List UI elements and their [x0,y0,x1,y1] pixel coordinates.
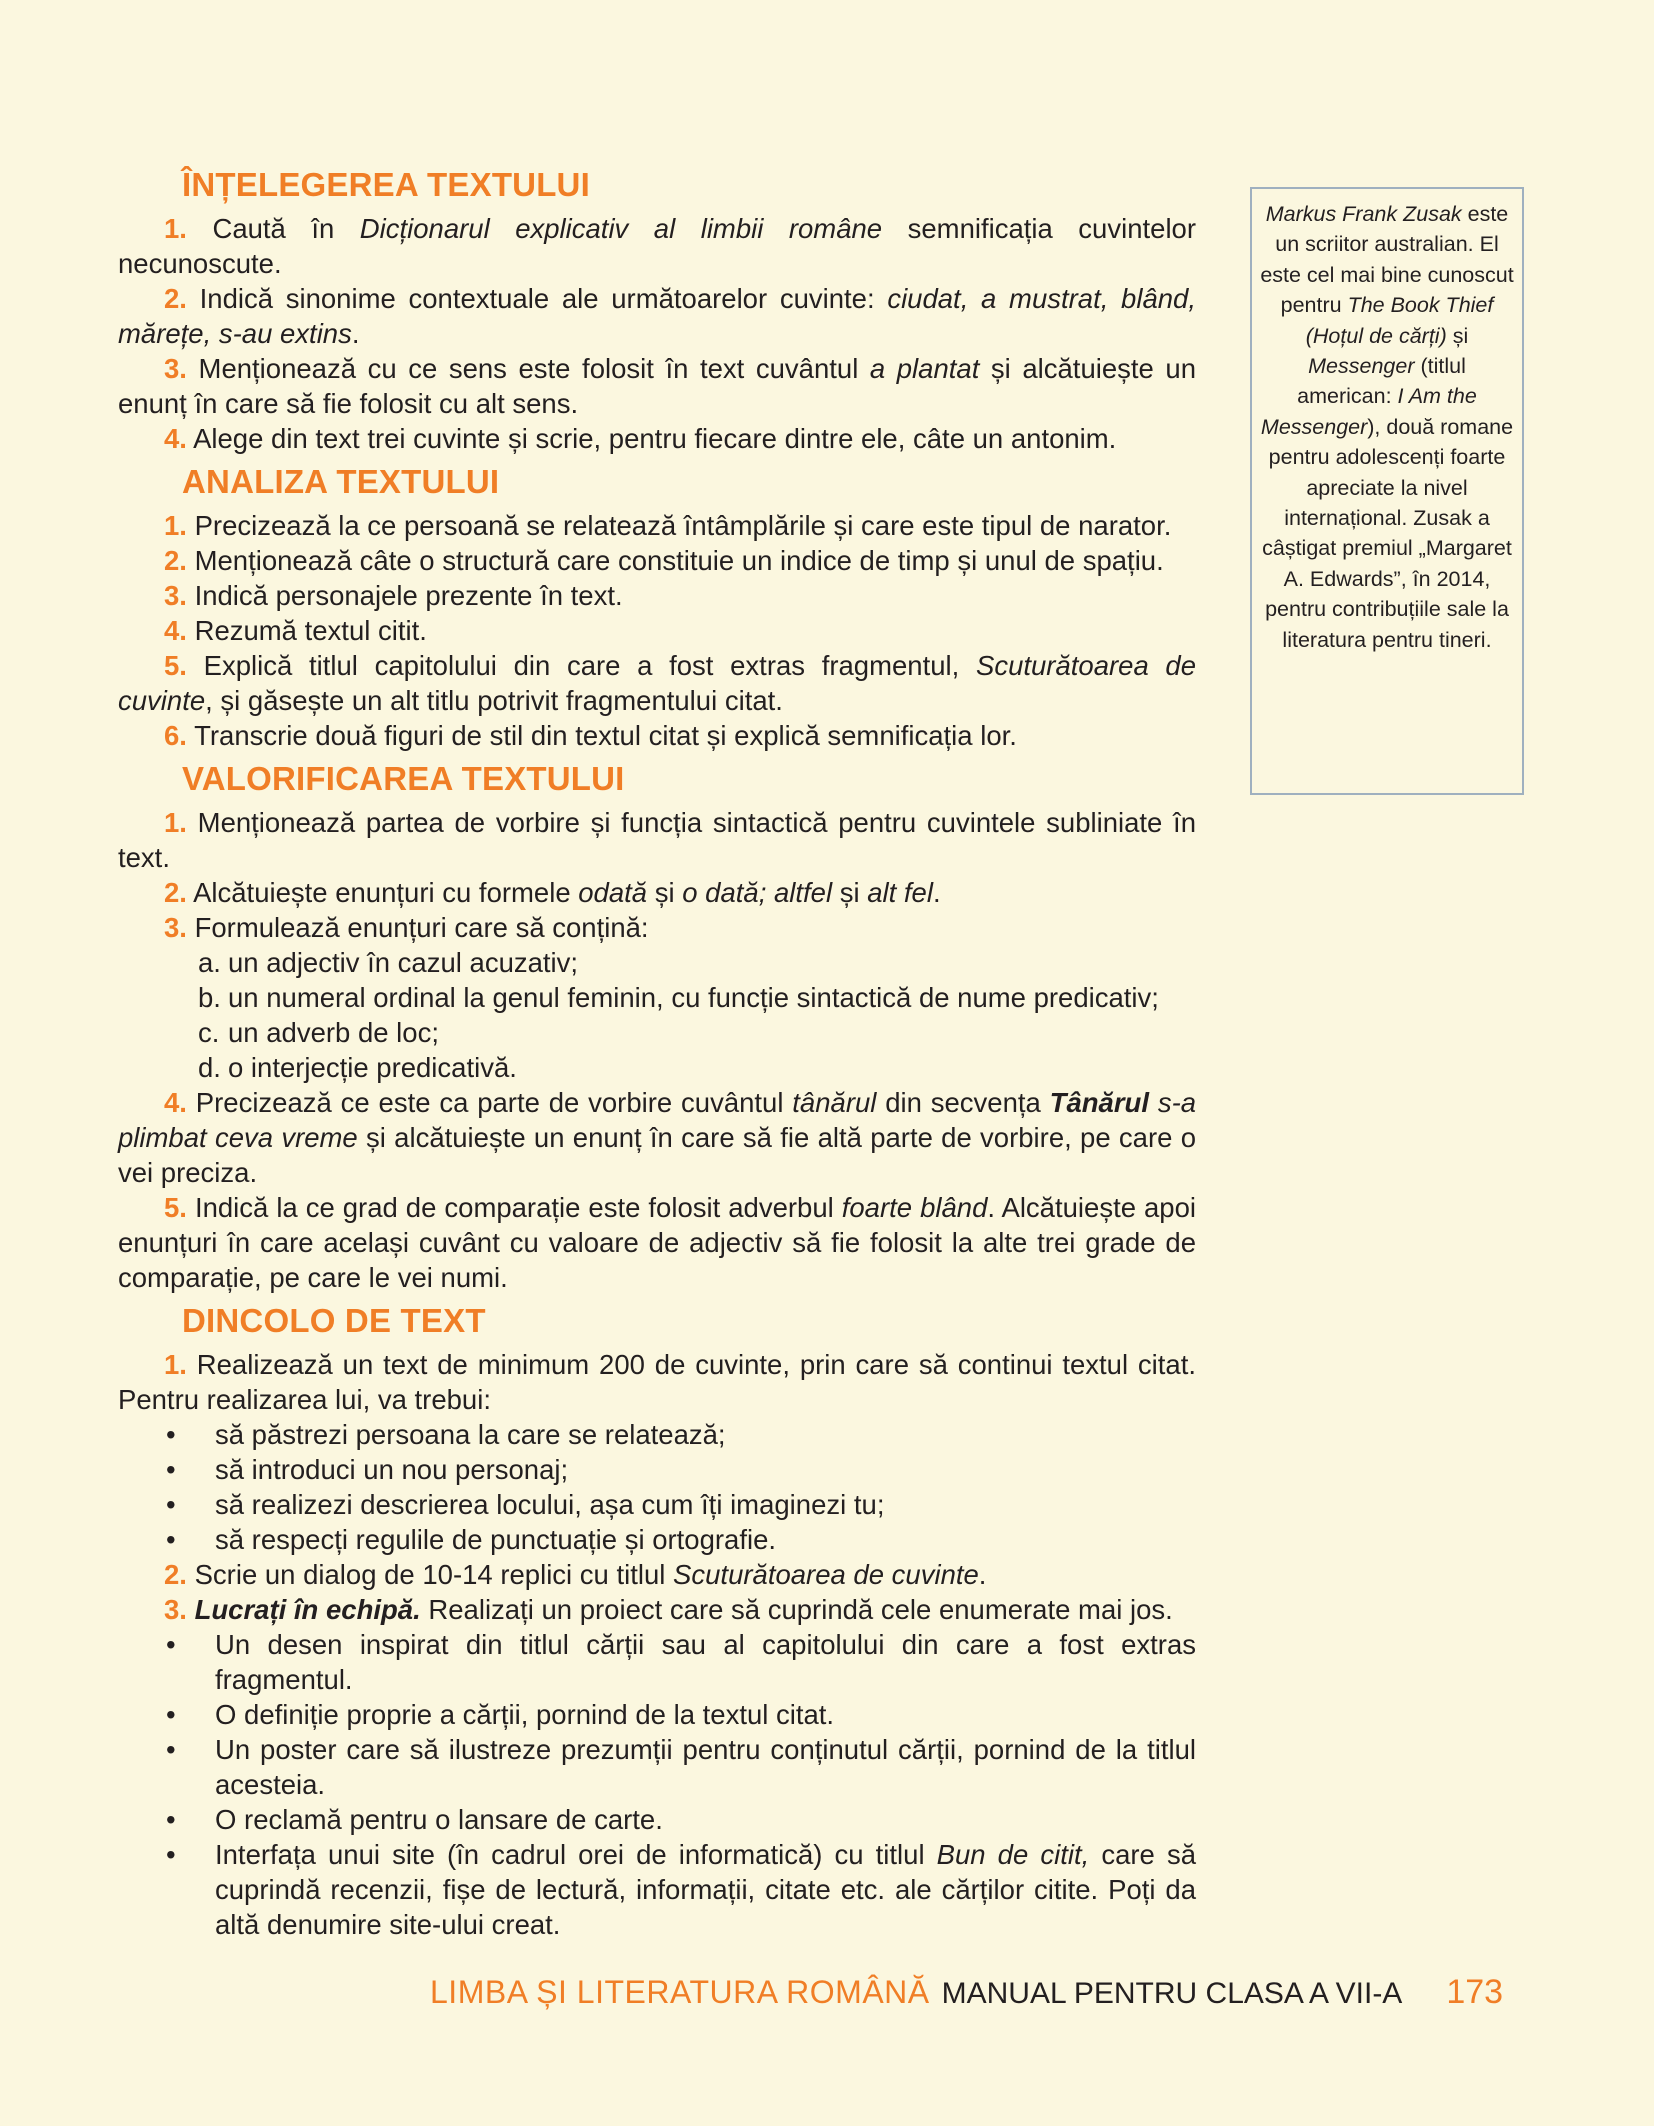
bullet-icon: • [166,1419,176,1450]
bullet-icon: • [166,1489,176,1520]
bullet-icon: • [166,1839,176,1870]
bullet-icon: • [166,1699,176,1730]
bullet-item: • Un desen inspirat din titlul cărții sau al capitolului din care a fost extras fragmentul. [166,1629,1196,1695]
list-item: 3. Menționează cu ce sens este folosit în text cuvântul a plantat și alcătuiește un enunț în care să fie folosit cu alt sens. [118,353,1196,419]
sub-item: a. un adjectiv în cazul acuzativ; [198,947,579,978]
list-item: 1. Precizează la ce persoană se relatează întâmplările și care este tipul de narator. [164,510,1172,541]
list-item: 1. Caută în Dicționarul explicativ al limbii române semnificația cuvintelor necunoscute. [118,213,1197,279]
page-number: 173 [1446,1973,1504,2011]
section-title-valorificarea: VALORIFICAREA TEXTULUI [182,760,625,797]
list-item: 2. Alcătuiește enunțuri cu formele odată și o dată; altfel și alt fel. [164,877,941,908]
bullet-icon: • [166,1454,176,1485]
sub-item: b. un numeral ordinal la genul feminin, cu funcție sintactică de nume predicativ; [198,982,1159,1013]
bullet-item: • să păstrezi persoana la care se relatează; [166,1419,726,1450]
section-title-intelegerea: ÎNȚELEGEREA TEXTULUI [182,166,590,203]
footer-manual: MANUAL PENTRU CLASA A VII-A [941,1977,1403,2010]
list-item: 2. Scrie un dialog de 10-14 replici cu titlul Scuturătoarea de cuvinte. [164,1559,987,1590]
list-item: 1. Realizează un text de minimum 200 de cuvinte, prin care să continui textul citat. Pentru realizarea lui, va trebui: [118,1349,1197,1415]
list-item: 4. Precizează ce este ca parte de vorbire cuvântul tânărul din secvența Tânărul s-a plimbat ceva vreme și alcătuiește un enunț în care să fie altă parte de vorbire, pe care o vei preciza. [118,1087,1197,1188]
bullet-icon: • [166,1734,176,1765]
sub-item: d. o interjecție predicativă. [198,1052,517,1083]
list-item: 5. Indică la ce grad de comparație este folosit adverbul foarte blând. Alcătuiește apoi enunțuri în care același cuvânt cu valoare de adjectiv să fie folosit la alte trei grade de comparație, pe care le vei numi. [118,1192,1196,1293]
bullet-item: • Interfața unui site (în cadrul orei de informatică) cu titlul Bun de citit, care să cuprindă recenzii, fișe de lectură, informații, citate etc. ale cărților citite. Poți da altă denumire site-ului creat. [166,1839,1196,1940]
bullet-item: • să realizezi descrierea locului, așa cum îți imaginezi tu; [166,1489,885,1520]
bullet-icon: • [166,1524,176,1555]
bullet-icon: • [166,1629,176,1660]
list-item: 6. Transcrie două figuri de stil din textul citat și explică semnificația lor. [164,720,1017,751]
list-item: 1. Menționează partea de vorbire și funcția sintactică pentru cuvintele subliniate în text. [118,807,1196,873]
bullet-item: • să introduci un nou personaj; [166,1454,569,1485]
list-item: 2. Menționează câte o structură care constituie un indice de timp și unul de spațiu. [164,545,1164,576]
section-title-analiza: ANALIZA TEXTULUI [182,463,500,500]
page-footer [430,1972,1503,2014]
bullet-item: • O definiție proprie a cărții, pornind de la textul citat. [166,1699,835,1730]
bullet-item: • să respecți regulile de punctuație și ortografie. [166,1524,777,1555]
list-item: 2. Indică sinonime contextuale ale următoarelor cuvinte: ciudat, a mustrat, blând, mărețe, s-au extins. [118,283,1196,349]
list-item: 4. Alege din text trei cuvinte și scrie, pentru fiecare dintre ele, câte un antonim. [164,423,1117,454]
footer-subject: LIMBA ȘI LITERATURA ROMÂNĂ [430,1974,930,2010]
sub-item: c. un adverb de loc; [198,1017,439,1048]
bullet-item: • O reclamă pentru o lansare de carte. [166,1804,663,1835]
list-item: 4. Rezumă textul citit. [164,615,427,646]
bullet-icon: • [166,1804,176,1835]
author-name: Markus Frank Zusak [1265,202,1462,226]
list-item: 5. Explică titlul capitolului din care a fost extras fragmentul, Scuturătoarea de cuvinte, și găsește un alt titlu potrivit fragmentului citat. [118,650,1197,716]
main-content [118,165,1196,1942]
list-item: 3. Indică personajele prezente în text. [164,580,623,611]
author-info-box: Markus Frank Zusak este un scriitor australian. El este cel mai bine cunoscut pentru The Book Thief (Hoțul de cărți) și Messenger (titlul american: I Am the Messenger), două romane pentru adolescenți foarte apreciate la nivel internațional. Zusak a câștigat premiul „Margaret A. Edwards”, în 2014, pentru contribuțiile sale la literatura pentru tineri. [1250,187,1524,795]
list-item: 3. Formulează enunțuri care să conțină: [164,912,649,943]
bullet-item: • Un poster care să ilustreze prezumții pentru conținutul cărții, pornind de la titlul acesteia. [166,1734,1196,1800]
list-item: 3. Lucrați în echipă. Realizați un proiect care să cuprindă cele enumerate mai jos. [164,1594,1173,1625]
section-title-dincolo: DINCOLO DE TEXT [182,1302,486,1339]
